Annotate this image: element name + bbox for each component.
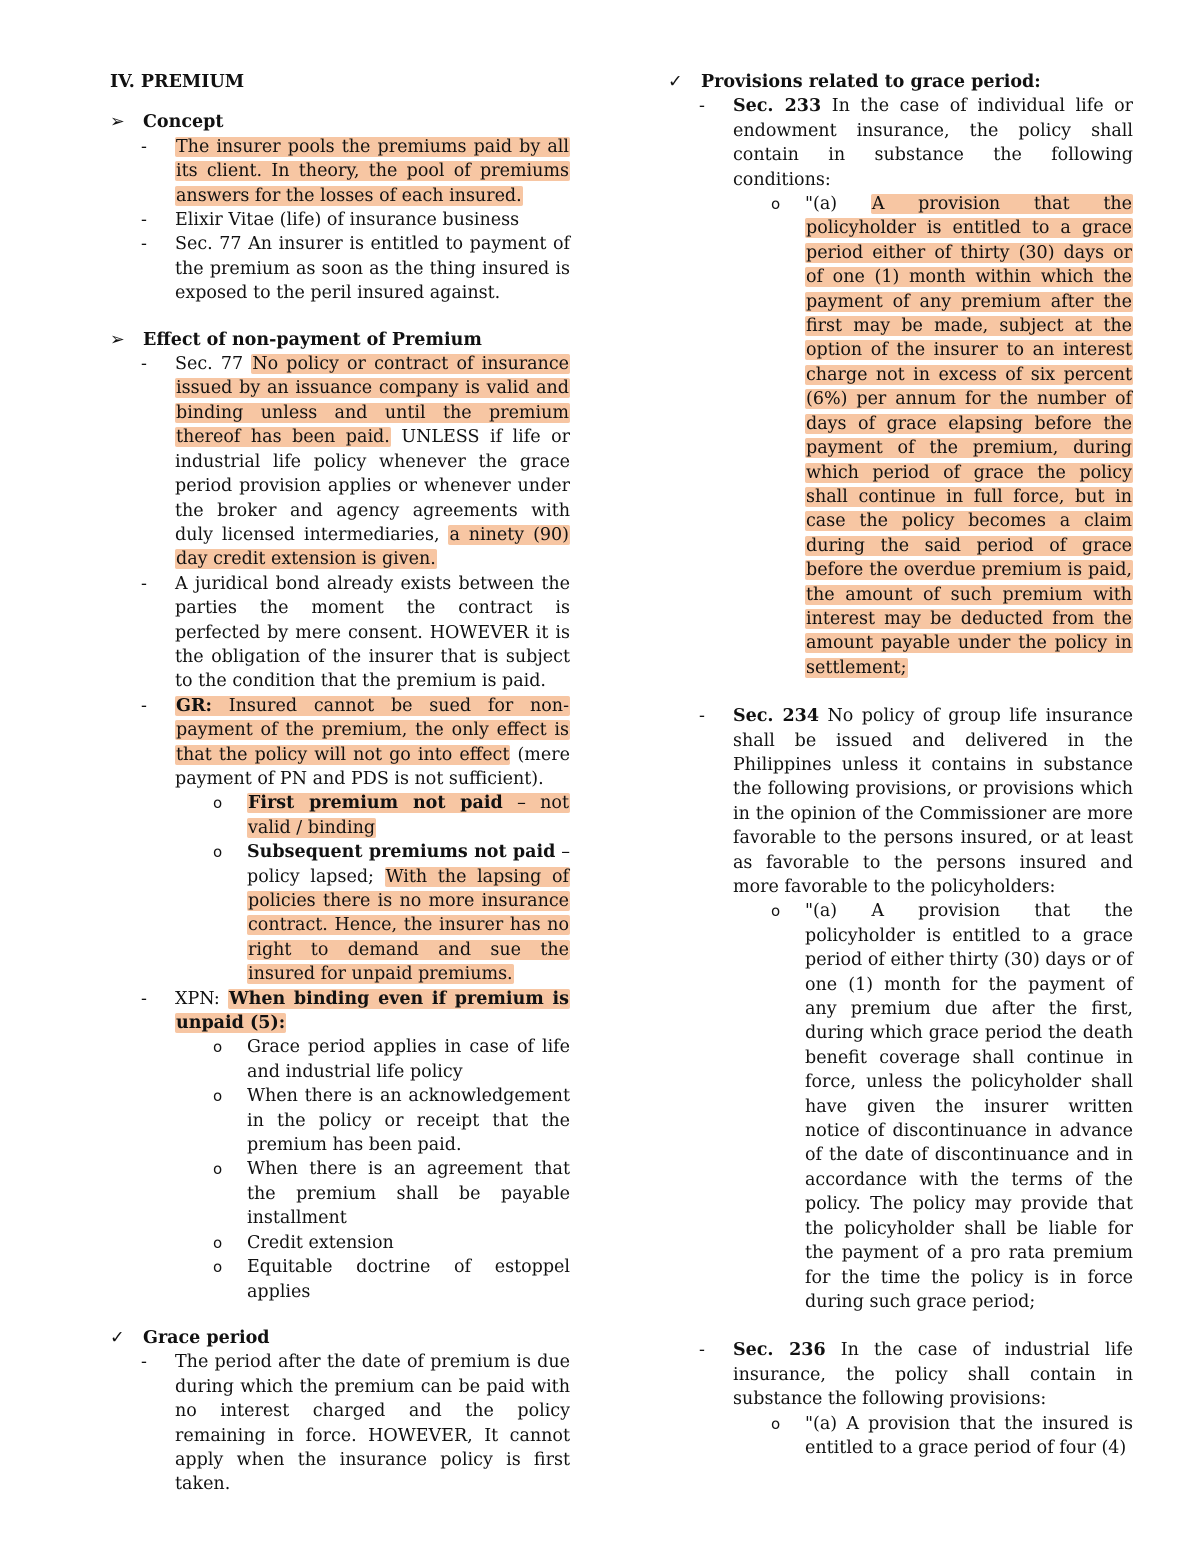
arrow-bullet-icon: ➢: [110, 329, 125, 350]
circle-bullet-icon: o: [213, 1258, 223, 1277]
check-icon: ✓: [110, 1327, 125, 1348]
check-icon: ✓: [668, 72, 683, 92]
nonpayment-heading: Effect of non-payment of Premium: [143, 329, 482, 350]
nonpayment-section: [110, 328, 570, 1304]
list-item: - Sec. 77 No policy or contract of insurance issued by an issuance company is valid and binding unless and until the premium thereof has been paid. UNLESS if life or industrial life policy whenever the grace period provision applies or whenever under the broker and agency agreements with duly licensed intermediaries, a ninety (90) day credit extension is given.: [141, 354, 570, 570]
highlighted-text: With the lapsing of policies there is no more insurance contract. Hence, the insurer has no right to demand and sue the insured for unpaid premiums.: [248, 866, 569, 985]
sub-list-item: o Grace period applies in case of life and industrial life policy: [175, 1035, 570, 1084]
list-item: - A juridical bond already exists between the parties the moment the contract is perfected by mere consent. HOWEVER it is the obligation of the insurer that is subject to the condition that the premium is paid.: [141, 573, 570, 692]
circle-bullet-icon: o: [213, 1087, 223, 1106]
list-item: - Sec. 236 In the case of industrial life insurance, the policy shall contain in substance the following provisions:: [699, 1340, 1133, 1410]
circle-bullet-icon: o: [771, 902, 781, 921]
sub-list-item: o When there is an acknowledgement in the policy or receipt that the premium has been paid.: [175, 1084, 570, 1157]
right-column: [668, 70, 1133, 1460]
circle-bullet-icon: o: [213, 1038, 223, 1057]
concept-section: [110, 110, 570, 305]
circle-bullet-icon: o: [213, 1233, 223, 1252]
page-title: IV. PREMIUM: [110, 72, 245, 92]
circle-bullet-icon: o: [213, 794, 223, 813]
left-column: [110, 70, 570, 1497]
list-item: - Sec. 77 An insurer is entitled to payment of the premium as soon as the thing insured is exposed to the peril insured against.: [141, 234, 570, 304]
list-item: - Elixir Vitae (life) of insurance business: [141, 210, 520, 231]
circle-bullet-icon: o: [771, 195, 781, 214]
highlighted-text: a ninety (90) day credit extension is given.: [176, 524, 569, 570]
sub-list-item: o Equitable doctrine of estoppel applies: [175, 1255, 570, 1304]
highlighted-text: When binding even if premium is unpaid (5):: [176, 988, 570, 1034]
sub-list-item: o "(a) A provision that the insured is entitled to a grace period of four (4): [733, 1412, 1133, 1461]
grace-period-section: [110, 1326, 570, 1497]
sub-list-item: o "(a) A provision that the policyholder is entitled to a grace period of either thirty (30) days or of one (1) month for the payment of any premium due after the first, during which grace period the death benefit coverage shall continue in force, unless the policyholder shall have given the insurer written notice of discontinuance in advance of the date of discontinuance and in accordance with the terms of the policy. The policy may provide that the policyholder shall be liable for the payment of a pro rata premium for the time the policy is in force during such grace period;: [733, 899, 1133, 1314]
highlighted-text: GR: Insured cannot be sued for non-payment of the premium, the only effect is that the policy will not go into effect: [176, 695, 569, 765]
circle-bullet-icon: o: [771, 1414, 781, 1433]
list-item: - The insurer pools the premiums paid by all its client. In theory, the pool of premiums answers for the losses of each insured.: [141, 136, 569, 206]
sub-list-item: o When there is an agreement that the premium shall be payable installment: [175, 1157, 570, 1230]
circle-bullet-icon: o: [213, 843, 223, 862]
arrow-bullet-icon: ➢: [110, 112, 125, 133]
list-item: - Sec. 234 No policy of group life insurance shall be issued and delivered in the Philippines unless it contains in substance the following provisions, or provisions which in the opinion of the Commissioner are more favorable to the persons insured, or at least as favorable to the persons insured and more favorable to the policyholders:: [699, 706, 1133, 897]
list-item: - XPN: When binding even if premium is unpaid (5):: [141, 988, 570, 1034]
highlighted-text: The insurer pools the premiums paid by all its client. In theory, the pool of premiums answers for the losses of each insured.: [176, 136, 569, 206]
grace-period-heading: Grace period: [143, 1327, 270, 1348]
concept-heading: Concept: [143, 112, 224, 133]
list-item: - GR: Insured cannot be sued for non-payment of the premium, the only effect is that the policy will not go into effect (mere payment of PN and PDS is not sufficient).: [141, 695, 570, 789]
circle-bullet-icon: o: [213, 1160, 223, 1179]
list-item: - Sec. 233 In the case of individual life or endowment insurance, the policy shall contain in substance the following conditions:: [699, 96, 1133, 190]
highlighted-text: No policy or contract of insurance issued by an issuance company is valid and binding unless and until the premium thereof has been paid.: [176, 354, 569, 448]
sub-list-item: o Subsequent premiums not paid – policy lapsed; With the lapsing of policies there is no more insurance contract. Hence, the insurer has no right to demand and sue the insured for unpaid premiums.: [175, 840, 570, 986]
provisions-heading: Provisions related to grace period:: [701, 72, 1041, 92]
highlighted-text: A provision that the policyholder is entitled to a grace period either of thirty (30) days or of one (1) month within which the payment of any premium after the first may be made, subject at the option of the insurer to an interest charge not in excess of six percent (6%) per annum for the number of days of grace elapsing before the payment of the premium, during which period of grace the policy shall continue in full force, but in case the policy becomes a claim during the said period of grace before the overdue premium is paid, the amount of such premium with interest may be deducted from the amount payable under the policy in settlement;: [806, 194, 1132, 678]
sub-list-item: o First premium not paid – not valid / binding: [175, 791, 570, 840]
list-item: - The period after the date of premium is due during which the premium can be paid with no interest charged and the policy remaining in force. HOWEVER, It cannot apply when the insurance policy is first taken.: [141, 1352, 570, 1495]
sub-list-item: o "(a) A provision that the policyholder is entitled to a grace period either of thirty (30) days or of one (1) month within which the payment of any premium after the first may be made, subject at the option of the insurer to an interest charge not in excess of six percent (6%) per annum for the number of days of grace elapsing before the payment of the premium, during which period of grace the policy shall continue in full force, but in case the policy becomes a claim during the said period of grace before the overdue premium is paid, the amount of such premium with interest may be deducted from the amount payable under the policy in settlement;: [733, 192, 1133, 680]
sub-list-item: o Credit extension: [175, 1231, 570, 1255]
